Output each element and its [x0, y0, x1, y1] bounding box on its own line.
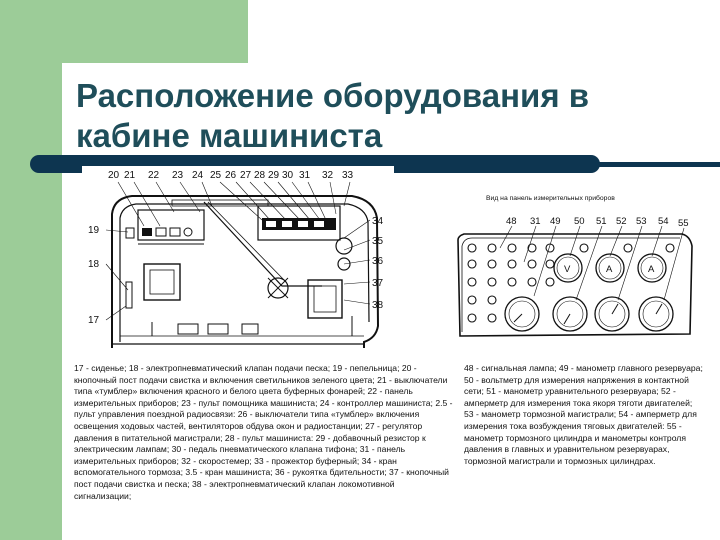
cab-top-label: 28 [254, 170, 266, 181]
instrument-panel-diagram [452, 190, 700, 342]
left-accent-bar [0, 0, 62, 540]
cab-right-label: 38 [372, 300, 384, 311]
cab-left-label: 19 [88, 225, 100, 236]
slide-title: Расположение оборудования в кабине машиниста [76, 77, 590, 154]
cab-right-label: 36 [372, 256, 384, 267]
cab-left-label: 18 [88, 259, 100, 270]
panel-label: 50 [574, 216, 585, 227]
panel-label: 55 [678, 218, 689, 229]
ammeter-letter: A [648, 264, 655, 275]
panel-title: Вид на панель измерительных приборов [486, 195, 615, 202]
panel-label: 53 [636, 216, 647, 227]
panel-label: 52 [616, 216, 627, 227]
cab-top-label: 22 [148, 170, 160, 181]
cab-top-label: 20 [108, 170, 120, 181]
panel-label: 51 [596, 216, 607, 227]
top-accent-block [62, 0, 248, 63]
panel-label: 31 [530, 216, 541, 227]
voltmeter-letter: V [564, 264, 571, 275]
caption-left: 17 - сиденье; 18 - электропневматический клапан подачи песка; 19 - пепельница; 20 - кнопочный пост подачи свистка и включения светильников зеленого цвета; 21 - выключатели типа «тумблер» включения красного и белого цвета буферных фонарей; 22 - панель измерительных приборов; 23 - пульт помощника машиниста; 24 - контроллер машиниста; 2.5 - пульт управления поездной радиосвязи: 26 - выключатели типа «тумблер» включения освещения ходовых частей, вентиляторов обдува окон и радиостанции; 27 - регулятор давления в питательной магистрали; 28 - пульт машиниста: 29 - добавочный резистор к электрическим лампам; 30 - педаль пневматического клапана тифона; 31 - панель измерительных приборов; 32 - скоростемер; 33 - прожектор буферный; 34 - кран вспомогательного тормоза; 3.5 - кран машиниста; 36 - рукоятка бдительности; 37 - кнопочный пост подачи свистка и песка; 38 - электропневматический клапан локомотивной сигнализации; [74, 363, 453, 501]
cab-top-label: 29 [268, 170, 280, 181]
cab-top-label: 25 [210, 170, 222, 181]
ammeter-letter: A [606, 264, 613, 275]
cab-top-label: 27 [240, 170, 252, 181]
cab-left-label: 17 [88, 315, 100, 326]
cab-top-label: 23 [172, 170, 184, 181]
cab-right-label: 37 [372, 278, 384, 289]
cab-top-label: 32 [322, 170, 334, 181]
cab-right-label: 34 [372, 216, 384, 227]
cab-top-label: 30 [282, 170, 294, 181]
cab-top-label: 24 [192, 170, 204, 181]
cab-top-label: 33 [342, 170, 354, 181]
panel-label: 54 [658, 216, 669, 227]
title-divider-line [586, 162, 720, 167]
panel-label: 49 [550, 216, 561, 227]
caption-right: 48 - сигнальная лампа; 49 - манометр главного резервуара; 50 - вольтметр для измерения напряжения в контактной сети; 51 - манометр уравнительного резервуара; 52 - амперметр для измерения тока якоря тяготи двигателей; 53 - манометр тормозной магистрали; 54 - амперметр для измерения тока возбуждения тяговых двигателей: 55 - манометр тормозного цилиндра и манометры контроля давления в главных и уравнительном резервуарах, тормозной магистрали и тормозных цилиндрах. [464, 363, 703, 466]
cab-right-label: 35 [372, 236, 384, 247]
cab-top-label: 31 [299, 170, 311, 181]
cab-top-label: 26 [225, 170, 237, 181]
cab-top-label: 21 [124, 170, 136, 181]
panel-label: 48 [506, 216, 517, 227]
cab-layout-diagram [82, 166, 394, 352]
